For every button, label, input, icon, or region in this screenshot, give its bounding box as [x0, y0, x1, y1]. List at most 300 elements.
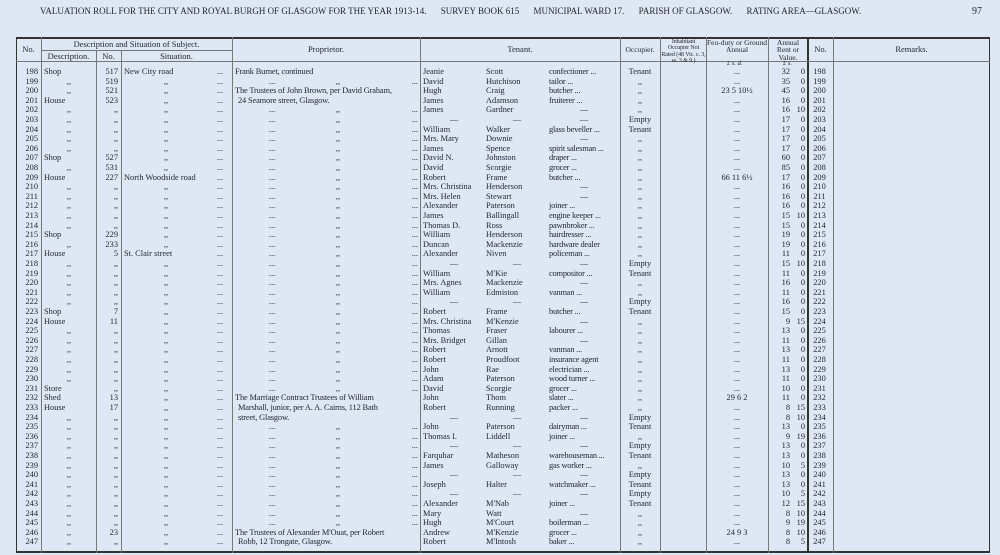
- feu-duty: ...: [733, 431, 741, 441]
- situation-dots: ...: [216, 460, 224, 470]
- row-number: 224: [25, 316, 38, 326]
- tenant-surname: M'Intosh: [486, 537, 516, 547]
- tenant-surname: Matheson: [486, 451, 520, 460]
- occupier-status: ,,: [637, 230, 643, 240]
- house-number: ,,: [113, 220, 118, 230]
- tenant-first-name: James: [423, 105, 444, 115]
- feu-duty: ...: [733, 307, 741, 316]
- description: House: [44, 95, 66, 105]
- tenant-first-name: Alexander: [423, 201, 458, 211]
- row-number: 217: [25, 249, 38, 259]
- proprietor-ditto-dots: ...: [268, 249, 276, 259]
- situation-dots: ...: [216, 211, 224, 220]
- tenant-separator-dots: ...: [411, 105, 418, 115]
- row-number: 236: [25, 431, 38, 441]
- tenant-surname: Niven: [486, 249, 507, 259]
- occupier-status: ,,: [637, 431, 643, 441]
- description: ,,: [66, 364, 72, 374]
- situation-dots: ...: [216, 508, 224, 518]
- rent-pounds: 17: [781, 172, 790, 182]
- tenant-separator-dots: ...: [411, 460, 418, 470]
- row-number: 230: [25, 374, 38, 384]
- situation: ,,: [163, 105, 169, 115]
- feu-duty: ...: [733, 249, 741, 259]
- row-number-right: 216: [813, 239, 826, 249]
- tenant-first-name: Adam: [423, 374, 444, 384]
- row-number: 208: [25, 163, 38, 172]
- row-number-right: 218: [813, 259, 826, 268]
- divider: [16, 61, 990, 62]
- rent-shillings: 0: [800, 86, 805, 96]
- proprietor-ditto-dots: ...: [268, 163, 276, 172]
- situation: ,,: [163, 191, 169, 201]
- tenant-surname: Watt: [486, 508, 502, 518]
- row-number: 203: [25, 115, 38, 124]
- feu-duty: ...: [733, 537, 741, 547]
- rent-shillings: 0: [800, 124, 805, 134]
- row-number: 245: [25, 518, 38, 528]
- situation-dots: ...: [216, 422, 224, 432]
- rent-shillings: 0: [800, 134, 805, 144]
- situation-dots: ...: [216, 527, 224, 537]
- divider: [232, 37, 233, 553]
- proprietor-ditto-dots: ...: [268, 326, 276, 336]
- house-number: ,,: [113, 143, 118, 153]
- row-number-right: 245: [813, 518, 826, 528]
- proprietor-ditto-mark: ,,: [335, 239, 341, 249]
- feu-units: £ s. d.: [727, 60, 743, 67]
- rent-shillings: 0: [800, 191, 805, 201]
- house-number: ,,: [113, 105, 118, 115]
- rent-pounds: 11: [781, 249, 790, 259]
- row-number-right: 239: [813, 460, 826, 470]
- tenant-occupation: gas worker ...: [549, 460, 592, 470]
- rent-shillings: 0: [800, 345, 805, 355]
- situation-dots: ...: [216, 287, 224, 297]
- description: ,,: [66, 86, 72, 96]
- row-number: 231: [25, 383, 38, 393]
- situation-dots: ...: [216, 499, 224, 508]
- proprietor-ditto-mark: ,,: [335, 335, 341, 345]
- row-number-right: 210: [813, 182, 826, 192]
- feu-duty: ...: [733, 153, 741, 163]
- proprietor: street, Glasgow.: [238, 412, 290, 422]
- tenant-surname: —: [512, 259, 522, 268]
- proprietor-ditto-dots: ...: [268, 230, 276, 240]
- tenant-separator-dots: ...: [411, 326, 418, 336]
- tenant-separator-dots: ...: [411, 287, 418, 297]
- house-number: ,,: [113, 518, 118, 528]
- house-number: 7: [113, 307, 118, 316]
- row-number-right: 220: [813, 278, 826, 288]
- description: ,,: [66, 374, 72, 384]
- proprietor-ditto-dots: ...: [268, 460, 276, 470]
- situation-dots: ...: [216, 479, 224, 489]
- description: House: [44, 403, 66, 412]
- description: ,,: [66, 163, 72, 172]
- tenant-separator-dots: ...: [411, 115, 418, 124]
- tenant-separator-dots: ...: [411, 211, 418, 220]
- occupier-status: ,,: [637, 403, 643, 412]
- situation-dots: ...: [216, 489, 224, 499]
- description: Store: [44, 383, 62, 393]
- tenant-surname: Frame: [486, 307, 508, 316]
- proprietor-ditto-mark: ,,: [335, 422, 341, 432]
- house-number: ,,: [113, 201, 118, 211]
- proprietor-ditto-dots: ...: [268, 431, 276, 441]
- row-number: 212: [25, 201, 38, 211]
- tenant-separator-dots: ...: [411, 383, 418, 393]
- row-number: 220: [25, 278, 38, 288]
- situation: New City road: [124, 67, 174, 76]
- feu-duty: 66 11 6½: [721, 172, 753, 182]
- proprietor: Robb, 12 Trongate, Glasgow.: [238, 537, 333, 547]
- tenant-first-name: Duncan: [423, 239, 450, 249]
- rent-shillings: 0: [800, 307, 805, 316]
- row-number: 244: [25, 508, 38, 518]
- row-number: 215: [25, 230, 38, 240]
- row-number-right: 231: [813, 383, 826, 393]
- proprietor-ditto-mark: ,,: [335, 143, 341, 153]
- tenant-occupation: —: [579, 316, 589, 326]
- tenant-occupation: —: [579, 259, 589, 268]
- tenant-surname: Arnott: [486, 345, 508, 355]
- house-number: ,,: [113, 451, 118, 460]
- situation-dots: ...: [216, 259, 224, 268]
- proprietor-ditto-mark: ,,: [335, 201, 341, 211]
- tenant-surname: M'Kenzie: [486, 527, 519, 537]
- description: ,,: [66, 297, 72, 307]
- occupier-status: ,,: [637, 393, 643, 403]
- tenant-first-name: David: [423, 383, 444, 393]
- description: ,,: [66, 115, 72, 124]
- rent-shillings: 15: [796, 316, 805, 326]
- situation: ,,: [163, 412, 169, 422]
- row-number-right: 238: [813, 451, 826, 460]
- tenant-separator-dots: ...: [411, 134, 418, 144]
- occupier-status: ,,: [637, 153, 643, 163]
- row-number: 214: [25, 220, 38, 230]
- situation-dots: ...: [216, 278, 224, 288]
- proprietor-ditto-dots: ...: [268, 191, 276, 201]
- tenant-separator-dots: ...: [411, 297, 418, 307]
- house-number: ,,: [113, 211, 118, 220]
- situation: ,,: [163, 259, 169, 268]
- row-number-right: 246: [813, 527, 826, 537]
- situation-dots: ...: [216, 374, 224, 384]
- row-number: 234: [25, 412, 38, 422]
- header-remarks: Remarks.: [895, 44, 928, 54]
- feu-duty: ...: [733, 470, 741, 480]
- tenant-surname: —: [512, 441, 522, 451]
- feu-duty: ...: [733, 201, 741, 211]
- house-number: 519: [105, 76, 118, 86]
- house-number: 17: [109, 403, 118, 412]
- situation: ,,: [163, 201, 169, 211]
- situation-dots: ...: [216, 383, 224, 393]
- tenant-occupation: slater ...: [549, 393, 574, 403]
- row-number: 235: [25, 422, 38, 432]
- row-number: 213: [25, 211, 38, 220]
- feu-duty: ...: [733, 451, 741, 460]
- occupier-status: ,,: [637, 335, 643, 345]
- description: ,,: [66, 201, 72, 211]
- tenant-occupation: butcher ...: [549, 86, 581, 96]
- tenant-occupation: engine keeper ...: [549, 211, 601, 220]
- tenant-separator-dots: ...: [411, 518, 418, 528]
- situation: ,,: [163, 489, 169, 499]
- rent-pounds: 11: [781, 287, 790, 297]
- proprietor-ditto-dots: ...: [268, 345, 276, 355]
- occupier-status: ,,: [637, 345, 643, 355]
- description: ,,: [66, 220, 72, 230]
- description: Shed: [44, 393, 61, 403]
- row-number: 225: [25, 326, 38, 336]
- house-number: ,,: [113, 297, 118, 307]
- house-number: ,,: [113, 489, 118, 499]
- situation: ,,: [163, 268, 169, 278]
- tenant-separator-dots: ...: [411, 182, 418, 192]
- description: House: [44, 249, 66, 259]
- rent-pounds: 8: [785, 537, 790, 547]
- header-annual-rent: Annual Rent or Value.: [776, 38, 800, 62]
- feu-duty: ...: [733, 345, 741, 355]
- tenant-separator-dots: ...: [411, 278, 418, 288]
- tenant-occupation: draper ...: [549, 153, 577, 163]
- tenant-occupation: hardware dealer: [549, 239, 600, 249]
- row-number-right: 198: [813, 67, 826, 76]
- feu-duty: ...: [733, 76, 741, 86]
- row-number: 223: [25, 307, 38, 316]
- description: ,,: [66, 335, 72, 345]
- occupier-status: ,,: [637, 95, 643, 105]
- occupier-status: ,,: [637, 201, 643, 211]
- situation-dots: ...: [216, 220, 224, 230]
- occupier-status: ,,: [637, 182, 643, 192]
- header-description: Description.: [47, 51, 90, 61]
- occupier-status: ,,: [637, 220, 643, 230]
- row-number-right: 228: [813, 355, 826, 364]
- proprietor-ditto-dots: ...: [268, 287, 276, 297]
- tenant-occupation: glass beveller ...: [549, 124, 600, 134]
- feu-duty: ...: [733, 355, 741, 364]
- rent-shillings: 0: [800, 470, 805, 480]
- row-number-right: 242: [813, 489, 826, 499]
- description: Shop: [44, 67, 62, 76]
- rent-shillings: 0: [800, 393, 805, 403]
- row-number-right: 243: [813, 499, 826, 508]
- tenant-occupation: packer ...: [549, 403, 578, 412]
- tenant-separator-dots: ...: [411, 153, 418, 163]
- title-rating-area: RATING AREA—GLASGOW.: [746, 6, 862, 16]
- tenant-first-name: —: [449, 441, 459, 451]
- situation: ,,: [163, 211, 169, 220]
- tenant-first-name: —: [449, 115, 459, 124]
- tenant-first-name: Robert: [423, 403, 446, 412]
- rent-shillings: 0: [800, 422, 805, 432]
- tenant-occupation: tailor ...: [549, 76, 574, 86]
- proprietor-ditto-dots: ...: [268, 153, 276, 163]
- house-number: ,,: [113, 460, 118, 470]
- tenant-first-name: Mrs. Christina: [423, 182, 472, 192]
- tenant-separator-dots: ...: [411, 431, 418, 441]
- tenant-surname: —: [512, 412, 522, 422]
- rent-shillings: 0: [800, 374, 805, 384]
- tenant-occupation: boilerman ...: [549, 518, 589, 528]
- tenant-first-name: David: [423, 163, 444, 172]
- rent-shillings: 0: [800, 115, 805, 124]
- description: Shop: [44, 230, 62, 240]
- row-number-right: 226: [813, 335, 826, 345]
- house-number: 521: [105, 86, 118, 96]
- situation-dots: ...: [216, 86, 224, 96]
- rent-shillings: 0: [800, 239, 805, 249]
- situation-dots: ...: [216, 355, 224, 364]
- situation: ,,: [163, 287, 169, 297]
- situation: ,,: [163, 518, 169, 528]
- occupier-status: Empty: [628, 441, 652, 451]
- row-number: 247: [25, 537, 38, 547]
- tenant-occupation: —: [579, 470, 589, 480]
- situation: ,,: [163, 115, 169, 124]
- situation-dots: ...: [216, 451, 224, 460]
- tenant-separator-dots: ...: [411, 163, 418, 172]
- rent-shillings: 0: [800, 278, 805, 288]
- house-number: 13: [109, 393, 118, 403]
- rent-pounds: 16: [781, 105, 790, 115]
- row-number: 239: [25, 460, 38, 470]
- rent-shillings: 5: [800, 489, 805, 499]
- description: ,,: [66, 278, 72, 288]
- occupier-status: ,,: [637, 211, 643, 220]
- row-number-right: 223: [813, 307, 826, 316]
- tenant-first-name: Thomas D.: [423, 220, 461, 230]
- row-number: 233: [25, 403, 38, 412]
- proprietor-ditto-dots: ...: [268, 115, 276, 124]
- situation-dots: ...: [216, 67, 224, 76]
- occupier-status: ,,: [637, 460, 643, 470]
- row-number-right: 237: [813, 441, 826, 451]
- description: ,,: [66, 508, 72, 518]
- tenant-first-name: Mrs. Bridget: [423, 335, 466, 345]
- feu-duty: 29 6 2: [726, 393, 748, 403]
- row-number: 216: [25, 239, 38, 249]
- proprietor-ditto-dots: ...: [268, 441, 276, 451]
- situation-dots: ...: [216, 403, 224, 412]
- rent-shillings: 19: [796, 518, 805, 528]
- rent-shillings: 0: [800, 326, 805, 336]
- proprietor-ditto-dots: ...: [268, 268, 276, 278]
- description: ,,: [66, 239, 72, 249]
- tenant-occupation: dairyman ...: [549, 422, 587, 432]
- house-number: 11: [109, 316, 118, 326]
- description: ,,: [66, 259, 72, 268]
- proprietor-ditto-mark: ,,: [335, 460, 341, 470]
- divider: [41, 37, 42, 553]
- tenant-surname: Henderson: [486, 230, 523, 240]
- house-number: ,,: [113, 441, 118, 451]
- description: ,,: [66, 537, 72, 547]
- tenant-first-name: Robert: [423, 355, 446, 364]
- tenant-first-name: James: [423, 460, 444, 470]
- row-number-right: 232: [813, 393, 826, 403]
- row-number-right: 224: [813, 316, 826, 326]
- description: ,,: [66, 105, 72, 115]
- row-number: 209: [25, 172, 38, 182]
- rent-pounds: 8: [785, 527, 790, 537]
- house-number: ,,: [113, 355, 118, 364]
- tenant-occupation: —: [579, 489, 589, 499]
- situation: North Woodside road: [124, 172, 196, 182]
- situation: ,,: [163, 383, 169, 393]
- situation: ,,: [163, 431, 169, 441]
- row-number-right: 212: [813, 201, 826, 211]
- proprietor: Marshall, junior, per A. A. Cairns, 112 Bath: [238, 403, 378, 412]
- proprietor-ditto-mark: ,,: [335, 508, 341, 518]
- situation-dots: ...: [216, 431, 224, 441]
- tenant-surname: Spence: [486, 143, 511, 153]
- rent-shillings: 0: [800, 335, 805, 345]
- tenant-occupation: pawnbroker ...: [549, 220, 595, 230]
- occupier-status: ,,: [637, 86, 643, 96]
- tenant-first-name: Joseph: [423, 479, 446, 489]
- tenant-separator-dots: ...: [411, 374, 418, 384]
- situation: ,,: [163, 239, 169, 249]
- feu-duty: 24 9 3: [726, 527, 748, 537]
- occupier-status: Tenant: [628, 307, 652, 316]
- tenant-surname: Paterson: [486, 374, 515, 384]
- proprietor-ditto-dots: ...: [268, 316, 276, 326]
- occupier-status: ,,: [637, 143, 643, 153]
- row-number-right: 234: [813, 412, 826, 422]
- rent-pounds: 35: [781, 76, 790, 86]
- row-number-right: 207: [813, 153, 826, 163]
- proprietor-ditto-mark: ,,: [335, 479, 341, 489]
- house-number: ,,: [113, 345, 118, 355]
- feu-duty: ...: [733, 220, 741, 230]
- situation: ,,: [163, 316, 169, 326]
- rent-pounds: 60: [781, 153, 790, 163]
- proprietor: The Marriage Contract Trustees of William: [235, 393, 374, 403]
- description: House: [44, 316, 66, 326]
- tenant-occupation: policeman ...: [549, 249, 590, 259]
- occupier-status: ,,: [637, 326, 643, 336]
- proprietor-ditto-dots: ...: [268, 143, 276, 153]
- row-number: 205: [25, 134, 38, 144]
- row-number: 204: [25, 124, 38, 134]
- rent-pounds: 16: [781, 201, 790, 211]
- occupier-status: ,,: [637, 278, 643, 288]
- house-number: ,,: [113, 326, 118, 336]
- title-ward: MUNICIPAL WARD 17.: [533, 6, 625, 16]
- situation: ,,: [163, 86, 169, 96]
- proprietor-ditto-mark: ,,: [335, 182, 341, 192]
- rent-pounds: 85: [781, 163, 790, 172]
- tenant-separator-dots: ...: [411, 239, 418, 249]
- tenant-first-name: —: [449, 259, 459, 268]
- situation-dots: ...: [216, 105, 224, 115]
- rent-shillings: 0: [800, 297, 805, 307]
- occupier-status: ,,: [637, 76, 643, 86]
- row-number: 206: [25, 143, 38, 153]
- house-number: ,,: [113, 259, 118, 268]
- situation-dots: ...: [216, 268, 224, 278]
- tenant-separator-dots: ...: [411, 307, 418, 316]
- rent-pounds: 16: [781, 182, 790, 192]
- proprietor-ditto-mark: ,,: [335, 220, 341, 230]
- proprietor-ditto-dots: ...: [268, 297, 276, 307]
- situation: ,,: [163, 355, 169, 364]
